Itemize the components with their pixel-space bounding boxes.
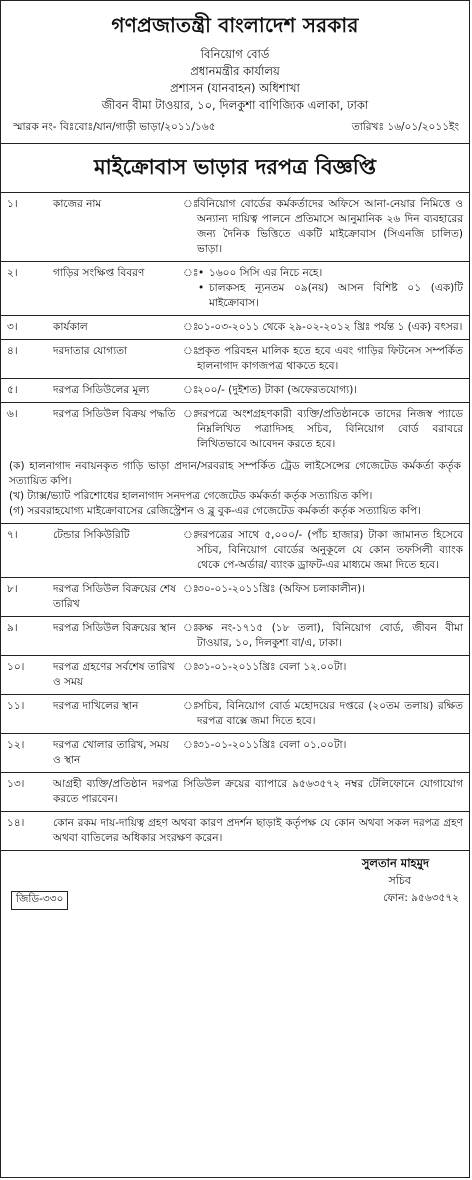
header bbox=[1, 11, 469, 114]
signatory-designation: সচিব bbox=[388, 874, 411, 887]
memo-number: স্মারক নং- বিঃবোঃ/যান/গাড়ী ভাড়া/২০১১/১৬৫ bbox=[13, 121, 216, 133]
table-row: ২। গাড়ির সংক্ষিপ্ত বিবরণ ঃ • ১৬০০ সিসি এর নিচে নহে। • চালকসহ ন্যূনতম ০৯(নয়) আসন বিশিষ্ট ০১ (এক)টি মাইক্রোবাস। bbox=[1, 262, 469, 316]
table-row: ১। কাজের নাম ঃ বিনিয়োগ বোর্ডের কর্মকর্তাদের অফিসে আনা-নেয়ার নিমিত্তে ও অন্যান্য দায়িত্ব পালনে প্রতিমাসে আনুমানিক ২৬ দিন ব্যবহারের জন্য দৈনিক ভিত্তিতে একটি মাইক্রোবাস (সিএনজি চালিত) ভাড়া। bbox=[1, 193, 469, 262]
signature-block bbox=[1, 851, 469, 889]
branch-name: প্রশাসন (যানবাহন) অধিশাখা bbox=[170, 81, 300, 95]
list-item: (খ) ট্যাক্স/ভ্যাট পরিশোধের হালনাগাদ সনদপত্র গেজেটেড কর্মকর্তা কর্তৃক সত্যায়িত কপি। bbox=[9, 490, 373, 502]
table-row: ৯। দরপত্র সিডিউল বিক্রয়ের স্থান ঃ কক্ষ নং-১৭১৫ (১৮ তলা), বিনিয়োগ বোর্ড, জীবন বীমা টাওয়ার, ১০, দিলকুশা বা/এ, ঢাকা। bbox=[1, 617, 469, 656]
table-row: ৬। দরপত্র সিডিউল বিক্রয় পদ্ধতি ঃ দরপত্রে অংশগ্রহণকারী ব্যক্তি/প্রতিষ্ঠানকে তাদের নিজস্ব প্যাডে নিম্নলিখিত পত্রাদিসহ সচিব, বিনিয়োগ বোর্ড বরাবরে লিখিতভাবে আবেদন করতে হবে। bbox=[7, 408, 463, 450]
list-item: (ক) হালনাগাদ নবায়নকৃত গাড়ি ভাড়া প্রদান/সরবরাহ সম্পর্কিত ট্রেড লাইসেন্সের গেজেটেড কর্মকর্তা কর্তৃক সত্যায়িত কপি। bbox=[9, 460, 461, 487]
table-row: ১২। দরপত্র খোলার তারিখ, সময় ও স্থান ঃ ৩১-০১-২০১১খ্রিঃ বেলা ০১.০০টা। bbox=[1, 734, 469, 773]
list-item: • ১৬০০ সিসি এর নিচে নহে। bbox=[209, 266, 463, 281]
office-name: বিনিয়োগ বোর্ড bbox=[200, 47, 270, 61]
notice-title: মাইক্রোবাস ভাড়ার দরপত্র বিজ্ঞপ্তি bbox=[1, 144, 469, 193]
phone-number: ফোন: ৯৫৬৩৫৭২ bbox=[383, 892, 459, 904]
table-row: ৭। টেন্ডার সিকিউরিটি ঃ দরপত্রের সাথে ৫,০০০/- (পাঁচ হাজার) টাকা জামানত হিসেবে সচিব, বিনিয়োগ বোর্ডের অনুকূলে যে কোন তফসিলী ব্যাংক থেকে পে-অর্ডার/ ব্যাংক ড্রাফট-এর মাধ্যমে জমা দিতে হবে। bbox=[1, 524, 469, 578]
gd-number: জিডি-৩৩০ bbox=[11, 891, 68, 910]
table-row: ৮। দরপত্র সিডিউল বিক্রয়ের শেষ তারিখ ঃ ৩০-০১-২০১১খ্রিঃ (অফিস চলাকালীন)। bbox=[1, 578, 469, 617]
signatory-name: সুলতান মাহমুদ bbox=[361, 856, 429, 870]
table-row: ১০। দরপত্র গ্রহণের সর্বশেষ তারিখ ও সময় ঃ ৩১-০১-২০১১খ্রিঃ বেলা ১২.০০টা। bbox=[1, 656, 469, 695]
office-address: জীবন বীমা টাওয়ার, ১০, দিলকুশা বাণিজ্যিক এলাকা, ঢাকা bbox=[101, 98, 369, 112]
reference-row bbox=[1, 114, 469, 144]
required-documents bbox=[1, 456, 469, 524]
footer bbox=[1, 889, 469, 910]
table-row: ৩। কার্যকাল ঃ ০১-০৩-২০১১ থেকে ২৯-০২-২০১২ খ্রিঃ পর্যন্ত ১ (এক) বৎসর। bbox=[1, 316, 469, 340]
table-row: ৪। দরদাতার যোগ্যতা ঃ প্রকৃত পরিবহন মালিক হতে হবে এবং গাড়ির ফিটনেস সম্পর্কিত হালনাগাদ কাগজপত্র থাকতে হবে। bbox=[1, 340, 469, 379]
terms-table bbox=[1, 193, 469, 851]
govt-title: গণপ্রজাতন্ত্রী বাংলাদেশ সরকার bbox=[111, 13, 359, 37]
memo-date: তারিখঃ ১৬/০১/২০১১ইং bbox=[351, 121, 459, 133]
vehicle-spec-list bbox=[197, 266, 463, 311]
table-row: ১৩। আগ্রহী ব্যক্তি/প্রতিষ্ঠান দরপত্র সিডিউল ক্রয়ের ব্যাপারে ৯৫৬৩৫৭২ নম্বর টেলিফোনে যোগাযোগ করতে পারবেন। bbox=[1, 773, 469, 812]
list-item: (গ) সরবরাহযোগ্য মাইক্রোবাসের রেজিস্ট্রেশন ও ব্লু বুক-এর গেজেটেড কর্মকর্তা কর্তৃক সত্যায়িত কপি। bbox=[9, 505, 422, 517]
table-row: ৫। দরপত্র সিডিউলের মূল্য ঃ ২০০/- (দুইশত) টাকা (অফেরতযোগ্য)। bbox=[1, 379, 469, 403]
list-item: • চালকসহ ন্যূনতম ০৯(নয়) আসন বিশিষ্ট ০১ (এক)টি মাইক্রোবাস। bbox=[209, 281, 463, 311]
table-row: ১৪। কোন রকম দায়-দায়িত্ব গ্রহণ অথবা কারণ প্রদর্শন ছাড়াই কর্তৃপক্ষ যে কোন অথবা সকল দরপত্র গ্রহণ অথবা বাতিলের অধিকার সংরক্ষণ করেন। bbox=[1, 812, 469, 851]
table-row: ১১। দরপত্র দাখিলের স্থান ঃ সচিব, বিনিয়োগ বোর্ড মহোদয়ের দপ্তরে (২০তম তলায়) রক্ষিত দরপত্র বাক্সে জমা দিতে হবে। bbox=[1, 695, 469, 734]
pm-office: প্রধানমন্ত্রীর কার্যালয় bbox=[190, 64, 280, 78]
